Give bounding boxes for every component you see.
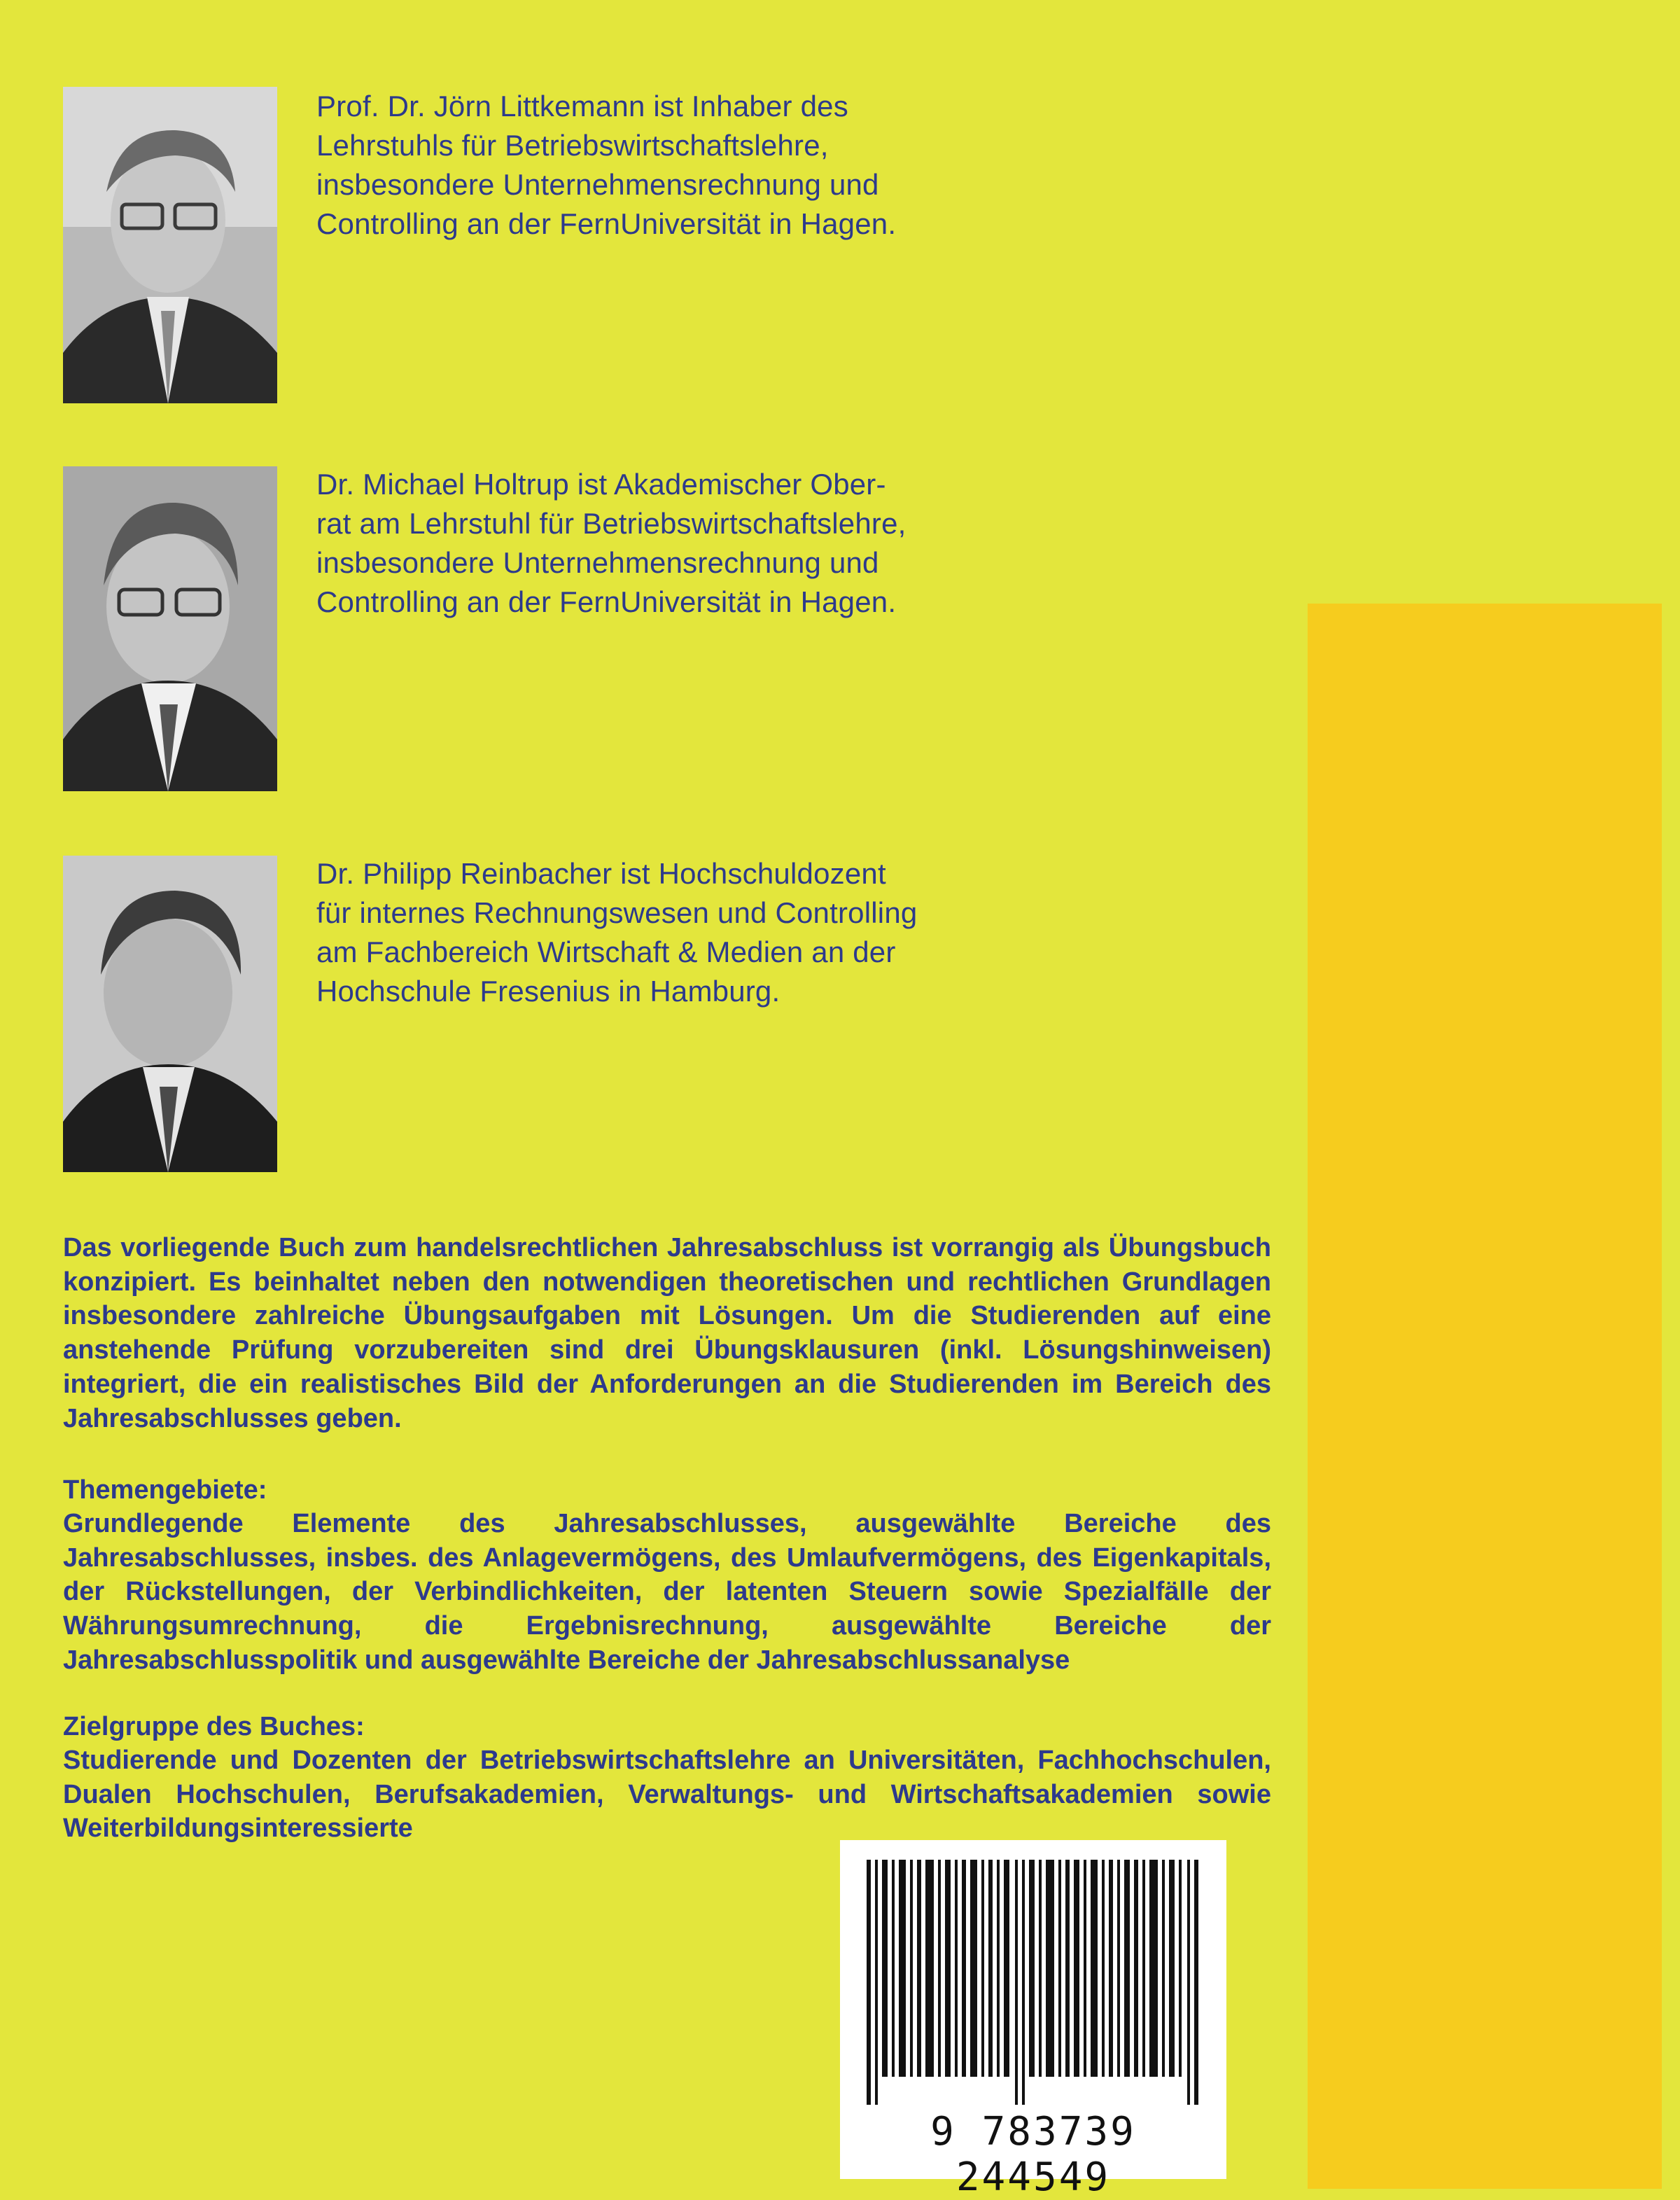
author-photo-littkemann bbox=[63, 87, 277, 403]
bio-line: insbesondere Unternehmensrechnung und bbox=[316, 546, 879, 579]
audience-body: Studierende und Dozenten der Betriebswirtschaftslehre an Universitäten, Fachhochschulen, Dualen Hochschulen, Berufsakademien, Verwaltungs- und Wirtschaftsakademien sowie Weiterbildungsinteressierte bbox=[63, 1746, 1271, 1844]
topics-body: Grundlegende Elemente des Jahresabschlusses, ausgewählte Bereiche des Jahresabschlusses, insbes. des Anlagevermögens, des Umlaufvermögens, des Eigenkapitals, der Rückstellungen, der Verbindlichkeiten, der latenten Steuern sowie Spezialfälle der Währungsumrechnung, die Ergebnisrechnung, ausgewählte Bereiche der Jahresabschlusspolitik und ausgewählte Bereiche der Jahresabschlussanalyse bbox=[63, 1509, 1271, 1675]
bio-line: insbesondere Unternehmensrechnung und bbox=[316, 168, 879, 201]
author-photo-reinbacher bbox=[63, 856, 277, 1172]
author-bio-littkemann bbox=[316, 87, 1016, 244]
barcode-icon bbox=[867, 1860, 1203, 2105]
bio-line: am Fachbereich Wirtschaft & Medien an der bbox=[316, 935, 896, 968]
bio-line: Lehrstuhls für Betriebswirtschaftslehre, bbox=[316, 129, 829, 162]
audience-heading: Zielgruppe des Buches: bbox=[63, 1712, 365, 1741]
bio-line: Prof. Dr. Jörn Littkemann ist Inhaber des bbox=[316, 90, 848, 123]
isbn-barcode bbox=[840, 1840, 1226, 2200]
portrait-icon bbox=[63, 466, 277, 791]
isbn-digits: 9 783739 244549 bbox=[930, 2109, 1136, 2200]
spine-color-band bbox=[1308, 604, 1662, 2189]
author-bio-holtrup bbox=[316, 465, 1016, 622]
portrait-icon bbox=[63, 856, 277, 1172]
bio-line: rat am Lehrstuhl für Betriebswirtschaftslehre, bbox=[316, 507, 906, 540]
book-description: Das vorliegende Buch zum handelsrechtlichen Jahresabschluss ist vorrangig als Übungsbuch konzipiert. Es beinhaltet neben den notwendigen theoretischen und rechtlichen Grundlagen insbesondere zahlreiche Übungsaufgaben mit Lösungen. Um die Studierenden auf eine anstehende Prüfung vorzubereiten sind drei Übungsklausuren (inkl. Lösungshinweisen) integriert, die ein realistisches Bild der Anforderungen an die Studierenden im Bereich des Jahresabschlusses geben. bbox=[63, 1233, 1271, 1433]
portrait-icon bbox=[63, 87, 277, 403]
bio-line: für internes Rechnungswesen und Controlling bbox=[316, 896, 918, 929]
bio-line: Controlling an der FernUniversität in Hagen. bbox=[316, 207, 897, 240]
bio-line: Controlling an der FernUniversität in Hagen. bbox=[316, 585, 897, 618]
bio-line: Dr. Michael Holtrup ist Akademischer Ober- bbox=[316, 468, 886, 501]
bio-line: Hochschule Fresenius in Hamburg. bbox=[316, 975, 780, 1008]
author-bio-reinbacher bbox=[316, 854, 1016, 1011]
author-photo-holtrup bbox=[63, 466, 277, 791]
topics-heading: Themengebiete: bbox=[63, 1475, 267, 1505]
bio-line: Dr. Philipp Reinbacher ist Hochschuldozent bbox=[316, 857, 886, 890]
